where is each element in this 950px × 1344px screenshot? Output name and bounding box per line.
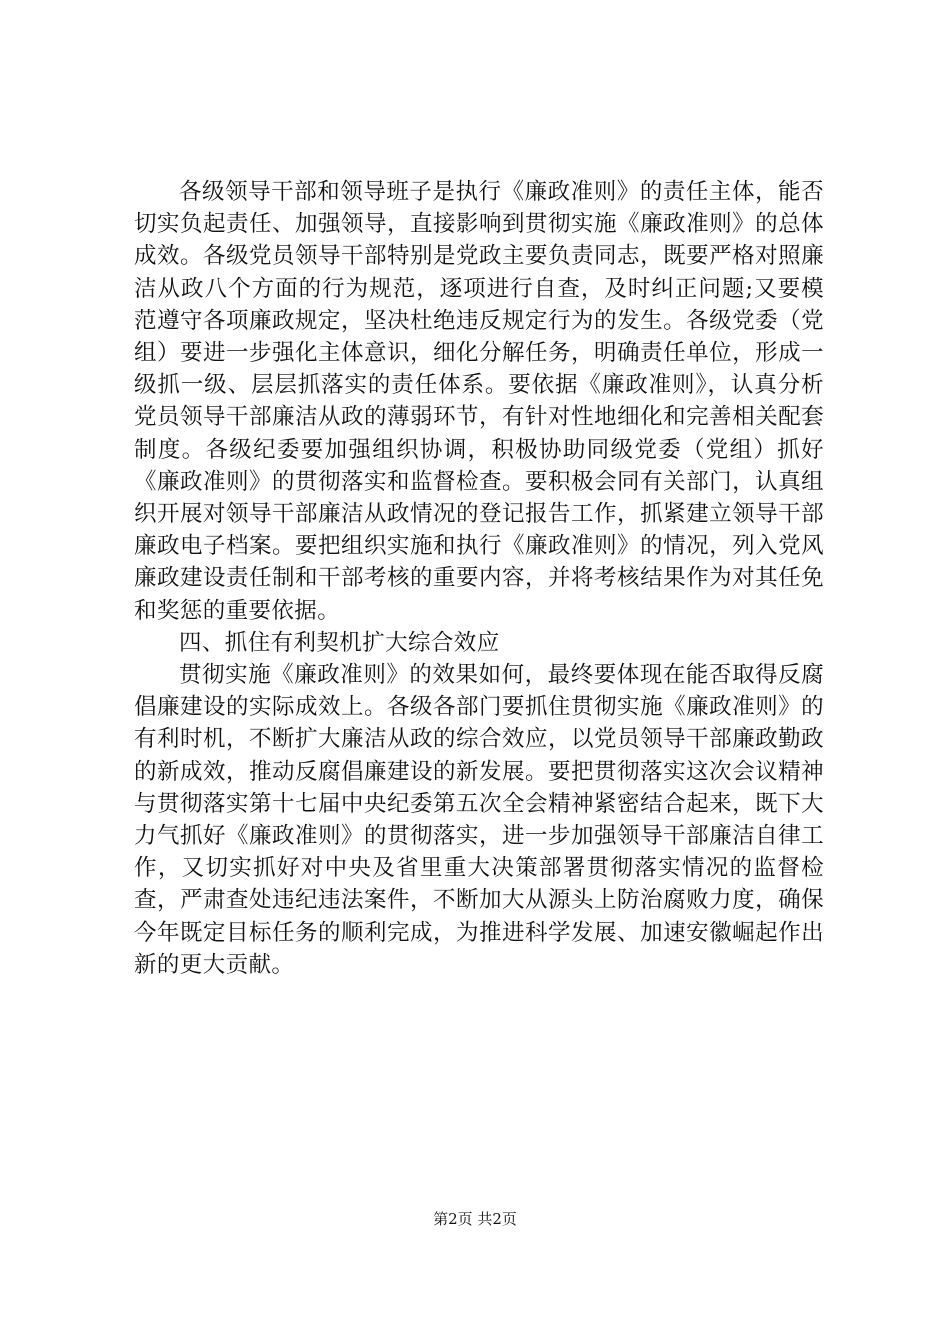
document-body [134, 176, 824, 981]
section-heading: 四、抓住有利契机扩大综合效应 [179, 629, 500, 656]
page-footer: 第2页 共2页 [433, 1210, 517, 1228]
body-paragraph-2: 贯彻实施《廉政准则》的效果如何，最终要体现在能否取得反腐倡廉建设的实际成效上。各级各部门要抓住贯彻实施《廉政准则》的有利时机，不断扩大廉洁从政的综合效应，以党员领导干部廉政勤政的新成效，推动反腐倡廉建设的新发展。要把贯彻落实这次会议精神与贯彻落实第十七届中央纪委第五次全会精神紧密结合起来，既下大力气抓好《廉政准则》的贯彻落实，进一步加强领导干部廉洁自律工作，又切实抓好对中央及省里重大决策部署贯彻落实情况的监督检查，严肃查处违纪违法案件，不断加大从源头上防治腐败力度，确保今年既定目标任务的顺利完成，为推进科学发展、加速安徽崛起作出新的更大贡献。 [134, 662, 824, 978]
body-paragraph-1: 各级领导干部和领导班子是执行《廉政准则》的责任主体，能否切实负起责任、加强领导，直接影响到贯彻实施《廉政准则》的总体成效。各级党员领导干部特别是党政主要负责同志，既要严格对照廉洁从政八个方面的行为规范，逐项进行自查，及时纠正问题;又要模范遵守各项廉政规定，坚决杜绝违反规定行为的发生。各级党委（党组）要进一步强化主体意识，细化分解任务，明确责任单位，形成一级抓一级、层层抓落实的责任体系。要依据《廉政准则》，认真分析党员领导干部廉洁从政的薄弱环节，有针对性地细化和完善相关配套制度。各级纪委要加强组织协调，积极协助同级党委（党组）抓好《廉政准则》的贯彻落实和监督检查。要积极会同有关部门，认真组织开展对领导干部廉洁从政情况的登记报告工作，抓紧建立领导干部廉政电子档案。要把组织实施和执行《廉政准则》的情况，列入党风廉政建设责任制和干部考核的重要内容，并将考核结果作为对其任免和奖惩的重要依据。 [134, 179, 824, 624]
